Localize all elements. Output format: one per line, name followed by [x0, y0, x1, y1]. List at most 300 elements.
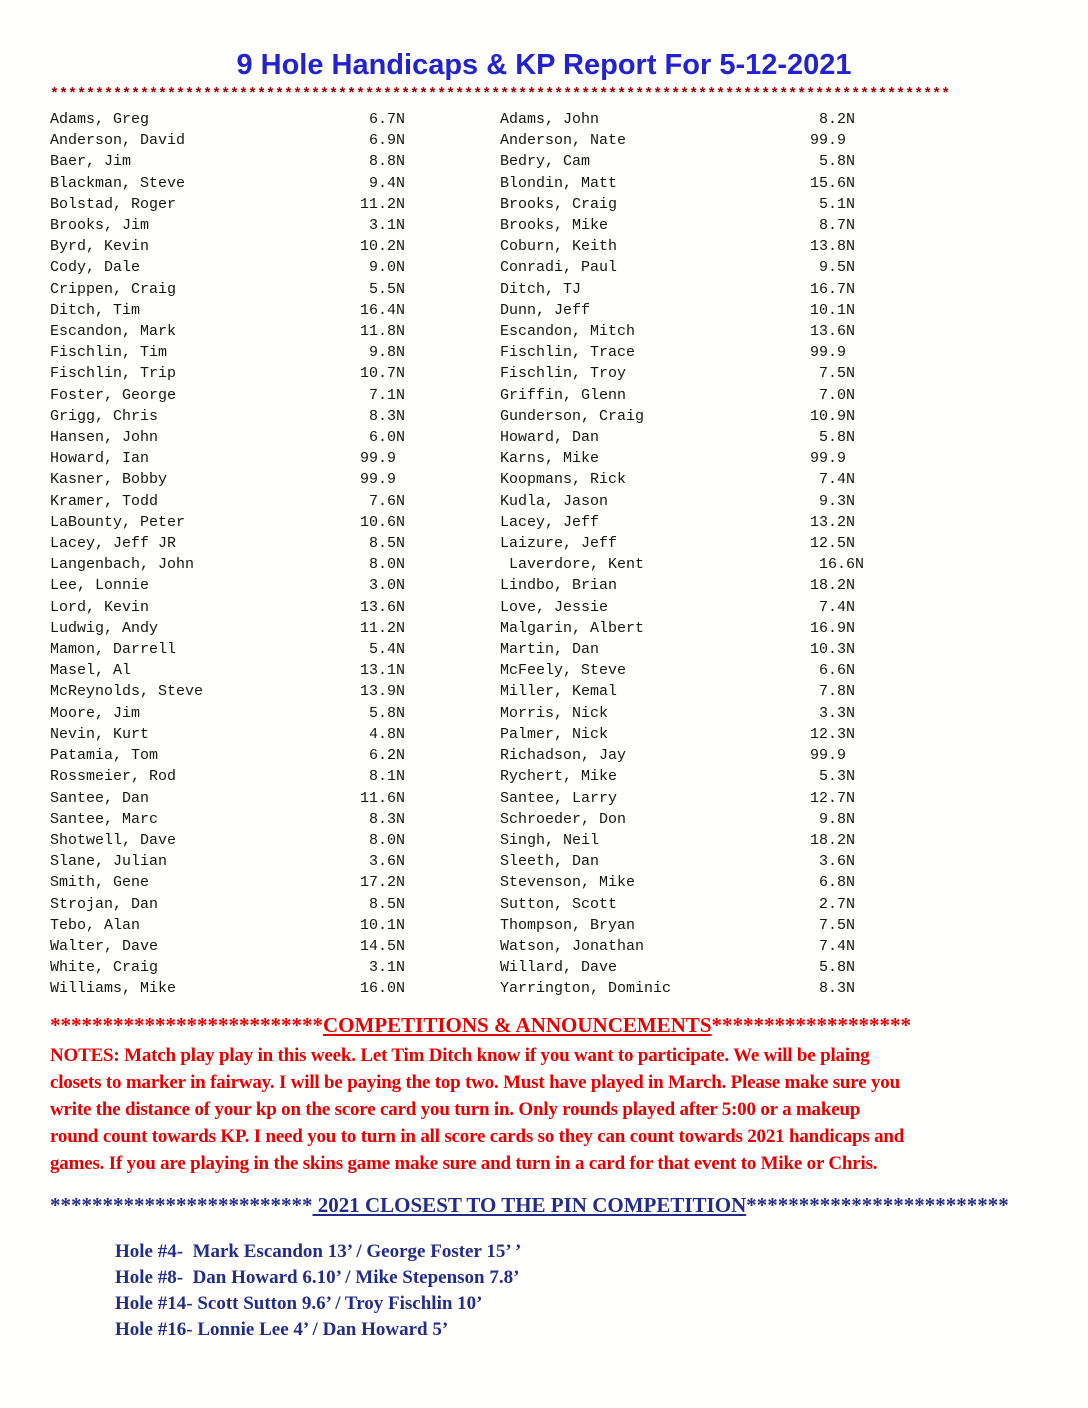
handicap-roster	[50, 109, 1088, 1000]
row-spacer	[635, 321, 810, 342]
roster-row-right-12	[500, 363, 855, 384]
player-name: Miller, Kemal	[500, 683, 618, 701]
player-name: Strojan, Dan	[50, 895, 159, 913]
handicap-suffix: N	[846, 111, 856, 128]
roster-row-left-6	[50, 236, 405, 257]
handicap-value: 99.9	[360, 450, 397, 468]
player-name: Baer, Jim	[50, 153, 132, 171]
player-name: Coburn, Keith	[500, 238, 618, 256]
row-spacer	[167, 342, 360, 363]
player-name: Bedry, Cam	[500, 153, 591, 171]
player-name: Karns, Mike	[500, 450, 600, 468]
handicap-suffix: N	[846, 916, 856, 934]
handicap-value: 10.2	[360, 238, 397, 256]
handicap-suffix: N	[846, 619, 856, 637]
handicap-value: 7.1	[368, 386, 396, 404]
handicap-suffix: N	[396, 195, 406, 213]
player-name: Patamia, Tom	[50, 747, 159, 765]
row-spacer	[626, 130, 810, 151]
handicap-suffix: N	[396, 916, 406, 934]
notes-line-3: write the distance of your kp on the score card you turn in. Only rounds played after 5:00 or a makeup	[50, 1098, 861, 1120]
row-spacer	[149, 724, 360, 745]
roster-row-right-16	[500, 448, 855, 469]
handicap-suffix: N	[846, 641, 856, 659]
handicap-value: 11.8	[360, 323, 397, 341]
row-spacer	[158, 427, 360, 448]
roster-row-left-27	[50, 681, 405, 702]
handicap-suffix: N	[846, 174, 856, 192]
row-spacer	[149, 788, 360, 809]
handicap-suffix: N	[396, 641, 406, 659]
handicap-suffix: N	[396, 153, 406, 171]
player-name: Richadson, Jay	[500, 747, 627, 765]
handicap-value: 5.8	[818, 959, 846, 977]
notes-block	[50, 1042, 1088, 1177]
handicap-suffix: N	[396, 238, 406, 256]
roster-row-right-20	[500, 533, 855, 554]
player-name: Lee, Lonnie	[50, 577, 150, 595]
player-name: Hansen, John	[50, 429, 159, 447]
kp-hole-line-3: Hole #14- Scott Sutton 9.6’ / Troy Fischlin 10’	[115, 1292, 483, 1314]
handicap-suffix: N	[396, 959, 406, 977]
handicap-suffix: N	[846, 238, 856, 256]
player-name: Love, Jessie	[500, 598, 609, 616]
roster-row-left-41	[50, 978, 405, 999]
row-spacer	[617, 257, 810, 278]
row-spacer	[590, 300, 810, 321]
row-spacer	[140, 300, 360, 321]
player-name: Shotwell, Dave	[50, 831, 177, 849]
handicap-suffix: N	[396, 789, 406, 807]
roster-row-left-40	[50, 957, 405, 978]
roster-row-left-19	[50, 512, 405, 533]
roster-row-right-40	[500, 957, 855, 978]
handicap-suffix	[396, 448, 405, 469]
row-spacer	[599, 448, 810, 469]
row-spacer	[671, 978, 810, 999]
roster-row-left-31	[50, 766, 405, 787]
player-name: Escandon, Mitch	[500, 323, 636, 341]
handicap-suffix: N	[846, 577, 856, 595]
roster-row-right-21	[509, 554, 864, 575]
handicap-value: 99.9	[810, 344, 847, 362]
player-name: Brooks, Jim	[50, 217, 150, 235]
row-spacer	[158, 936, 360, 957]
row-spacer	[194, 554, 360, 575]
player-name: Fischlin, Troy	[500, 365, 627, 383]
handicap-suffix: N	[396, 810, 406, 828]
kp-hole-line-1: Hole #4- Mark Escandon 13’ / George Foster 15’ ’	[115, 1240, 522, 1262]
handicap-suffix: N	[846, 725, 856, 743]
row-spacer	[149, 109, 360, 130]
handicap-value: 8.8	[368, 153, 396, 171]
row-spacer	[599, 851, 810, 872]
row-spacer	[140, 257, 360, 278]
notes-line-5: games. If you are playing in the skins game make sure and turn in a card for that event to Mike or Chris.	[50, 1152, 878, 1174]
handicap-suffix	[846, 342, 855, 363]
player-name: Byrd, Kevin	[50, 238, 150, 256]
handicap-suffix	[396, 469, 405, 490]
handicap-suffix: N	[396, 683, 406, 701]
row-spacer	[149, 215, 360, 236]
handicap-suffix: N	[396, 980, 406, 998]
handicap-value: 2.7	[818, 895, 846, 913]
roster-row-right-3	[500, 173, 855, 194]
roster-row-left-38	[50, 915, 405, 936]
row-spacer	[644, 406, 810, 427]
handicap-value: 14.5	[360, 937, 397, 955]
handicap-value: 12.5	[810, 535, 847, 553]
row-spacer	[635, 342, 810, 363]
player-name: Griffin, Glenn	[500, 386, 627, 404]
roster-row-left-16	[50, 448, 405, 469]
player-name: Blackman, Steve	[50, 174, 186, 192]
handicap-value: 6.8	[818, 874, 846, 892]
handicap-value: 16.4	[360, 301, 397, 319]
roster-row-right-9	[500, 300, 855, 321]
player-name: Watson, Jonathan	[500, 937, 645, 955]
handicap-value: 10.1	[810, 301, 847, 319]
handicap-value: 16.7	[810, 280, 847, 298]
kp-hole-line-4: Hole #16- Lonnie Lee 4’ / Dan Howard 5’	[115, 1318, 449, 1340]
row-spacer	[617, 173, 810, 194]
handicap-suffix: N	[396, 386, 406, 404]
handicap-suffix: N	[846, 471, 856, 489]
handicap-value: 7.4	[818, 598, 846, 616]
handicap-suffix: N	[396, 598, 406, 616]
handicap-suffix: N	[396, 407, 406, 425]
roster-row-right-13	[500, 385, 855, 406]
handicap-value: 5.1	[818, 195, 846, 213]
row-spacer	[617, 533, 810, 554]
notes-line-1: NOTES: Match play play in this week. Let Tim Ditch know if you want to participate. We will be plaing	[50, 1044, 870, 1066]
roster-row-left-35	[50, 851, 405, 872]
handicap-value: 9.8	[818, 810, 846, 828]
handicap-value: 8.3	[818, 980, 846, 998]
handicap-value: 5.4	[368, 641, 396, 659]
handicap-suffix: N	[846, 895, 856, 913]
handicap-suffix: N	[396, 747, 406, 765]
handicap-value: 7.4	[818, 937, 846, 955]
handicap-suffix: N	[846, 429, 856, 447]
roster-row-right-10	[500, 321, 855, 342]
handicap-value: 3.1	[368, 959, 396, 977]
roster-row-left-22	[50, 575, 405, 596]
row-spacer	[626, 469, 810, 490]
player-name: Fischlin, Trace	[500, 344, 636, 362]
row-spacer	[176, 385, 360, 406]
handicap-suffix: N	[846, 217, 856, 235]
handicap-suffix: N	[846, 853, 856, 871]
player-name: Howard, Ian	[50, 450, 150, 468]
player-name: Kasner, Bobby	[50, 471, 168, 489]
handicap-suffix: N	[396, 111, 406, 128]
roster-row-left-39	[50, 936, 405, 957]
handicap-suffix: N	[396, 662, 406, 680]
row-spacer	[149, 597, 360, 618]
row-spacer	[140, 703, 360, 724]
row-spacer	[617, 894, 810, 915]
player-name: Langenbach, John	[50, 556, 195, 574]
row-spacer	[599, 427, 810, 448]
player-name: Nevin, Kurt	[50, 725, 150, 743]
player-name: Grigg, Chris	[50, 407, 159, 425]
handicap-value: 99.9	[810, 450, 847, 468]
competitions-announcements-header	[50, 1013, 1088, 1037]
roster-row-right-8	[500, 279, 855, 300]
handicap-suffix: N	[396, 174, 406, 192]
roster-row-left-21	[50, 554, 405, 575]
player-name: Dunn, Jeff	[500, 301, 591, 319]
row-spacer	[644, 936, 810, 957]
roster-row-left-25	[50, 639, 405, 660]
handicap-suffix: N	[396, 259, 406, 277]
roster-row-left-13	[50, 385, 405, 406]
handicap-value: 10.3	[810, 641, 847, 659]
handicap-suffix: N	[846, 301, 856, 319]
row-spacer	[185, 173, 360, 194]
row-spacer	[131, 660, 360, 681]
kp-stars-right: *************************	[746, 1192, 1009, 1217]
handicap-value: 7.5	[818, 365, 846, 383]
roster-row-left-28	[50, 703, 405, 724]
roster-column-left	[50, 109, 405, 1000]
roster-row-left-4	[50, 194, 405, 215]
roster-row-left-5	[50, 215, 405, 236]
roster-row-right-1	[500, 130, 855, 151]
handicap-value: 12.3	[810, 725, 847, 743]
player-name: Martin, Dan	[500, 641, 600, 659]
roster-row-left-12	[50, 363, 405, 384]
row-spacer	[626, 660, 810, 681]
row-spacer	[176, 533, 360, 554]
row-spacer	[617, 194, 810, 215]
handicap-value: 4.8	[368, 725, 396, 743]
roster-row-left-15	[50, 427, 405, 448]
handicap-value: 16.6	[819, 556, 856, 574]
handicap-suffix: N	[396, 132, 406, 150]
player-name: Lindbo, Brian	[500, 577, 618, 595]
player-name: Santee, Marc	[50, 810, 159, 828]
handicap-suffix: N	[846, 810, 856, 828]
player-name: White, Craig	[50, 959, 159, 977]
roster-column-right	[500, 109, 865, 1000]
handicap-value: 3.3	[818, 704, 846, 722]
handicap-suffix: N	[846, 959, 856, 977]
handicap-suffix: N	[396, 217, 406, 235]
handicap-value: 3.6	[368, 853, 396, 871]
roster-row-right-7	[500, 257, 855, 278]
player-name: Bolstad, Roger	[50, 195, 177, 213]
handicap-value: 3.0	[368, 577, 396, 595]
row-spacer	[599, 512, 810, 533]
row-spacer	[158, 894, 360, 915]
roster-row-right-26	[500, 660, 855, 681]
kp-stars-left: *************************	[50, 1192, 313, 1217]
top-star-separator: ****************************************************************************************************	[50, 87, 951, 103]
page-title: 9 Hole Handicaps & KP Report For 5-12-2021	[236, 49, 852, 81]
row-spacer	[176, 978, 360, 999]
player-name: Lacey, Jeff JR	[50, 535, 177, 553]
handicap-suffix: N	[396, 937, 406, 955]
handicap-value: 6.7	[368, 111, 396, 128]
competitions-stars-right: *******************	[711, 1012, 912, 1037]
row-spacer	[626, 363, 810, 384]
handicap-suffix: N	[396, 619, 406, 637]
row-spacer	[149, 448, 360, 469]
handicap-value: 10.7	[360, 365, 397, 383]
player-name: Morris, Nick	[500, 704, 609, 722]
player-name: Conradi, Paul	[500, 259, 618, 277]
handicap-suffix: N	[846, 598, 856, 616]
handicap-suffix: N	[396, 301, 406, 319]
handicap-suffix: N	[396, 280, 406, 298]
handicap-value: 13.1	[360, 662, 397, 680]
player-name: Ditch, Tim	[50, 301, 141, 319]
roster-row-left-11	[50, 342, 405, 363]
row-spacer	[599, 109, 810, 130]
handicap-value: 9.8	[368, 344, 396, 362]
roster-row-left-0	[50, 109, 405, 130]
roster-row-left-34	[50, 830, 405, 851]
player-name: McReynolds, Steve	[50, 683, 204, 701]
roster-row-right-15	[500, 427, 855, 448]
competitions-heading: COMPETITIONS & ANNOUNCEMENTS	[323, 1012, 712, 1037]
handicap-value: 16.9	[810, 619, 847, 637]
player-name: Howard, Dan	[500, 429, 600, 447]
handicap-suffix: N	[396, 365, 406, 383]
row-spacer	[608, 724, 810, 745]
row-spacer	[149, 236, 360, 257]
roster-row-right-27	[500, 681, 855, 702]
player-name: Adams, John	[500, 111, 600, 128]
handicap-value: 10.9	[810, 407, 847, 425]
roster-row-right-34	[500, 830, 855, 851]
handicap-value: 13.6	[810, 323, 847, 341]
player-name: Moore, Jim	[50, 704, 141, 722]
handicap-value: 7.6	[368, 492, 396, 510]
row-spacer	[635, 872, 810, 893]
row-spacer	[131, 151, 360, 172]
row-spacer	[158, 406, 360, 427]
handicap-value: 5.8	[818, 153, 846, 171]
row-spacer	[617, 236, 810, 257]
player-name: Anderson, David	[50, 132, 186, 150]
roster-row-right-0	[500, 109, 855, 130]
handicap-value: 6.6	[818, 662, 846, 680]
roster-row-left-10	[50, 321, 405, 342]
roster-row-right-19	[500, 512, 855, 533]
row-spacer	[176, 766, 360, 787]
handicap-value: 7.8	[818, 683, 846, 701]
handicap-value: 10.6	[360, 513, 397, 531]
row-spacer	[140, 915, 360, 936]
roster-row-right-25	[500, 639, 855, 660]
row-spacer	[176, 194, 360, 215]
row-spacer	[185, 130, 360, 151]
handicap-value: 8.7	[818, 217, 846, 235]
player-name: Ludwig, Andy	[50, 619, 159, 637]
player-name: Fischlin, Trip	[50, 365, 177, 383]
handicap-value: 15.6	[810, 174, 847, 192]
row-spacer	[185, 512, 360, 533]
player-name: LaBounty, Peter	[50, 513, 186, 531]
handicap-suffix: N	[846, 153, 856, 171]
roster-row-right-4	[500, 194, 855, 215]
handicap-value: 9.4	[368, 174, 396, 192]
row-spacer	[203, 681, 360, 702]
roster-row-left-33	[50, 809, 405, 830]
roster-row-left-18	[50, 491, 405, 512]
roster-row-right-5	[500, 215, 855, 236]
handicap-value: 13.8	[810, 238, 847, 256]
roster-row-right-23	[500, 597, 855, 618]
handicap-suffix: N	[396, 492, 406, 510]
handicap-suffix: N	[846, 535, 856, 553]
closest-to-pin-header	[50, 1193, 1088, 1217]
player-name: Kramer, Todd	[50, 492, 159, 510]
player-name: Blondin, Matt	[500, 174, 618, 192]
handicap-value: 12.7	[810, 789, 847, 807]
handicap-suffix: N	[846, 280, 856, 298]
player-name: Cody, Dale	[50, 259, 141, 277]
row-spacer	[167, 851, 360, 872]
roster-row-right-31	[500, 766, 855, 787]
handicap-suffix	[846, 448, 855, 469]
handicap-value: 7.5	[818, 916, 846, 934]
handicap-value: 5.3	[818, 768, 846, 786]
roster-row-right-38	[500, 915, 855, 936]
handicap-suffix	[846, 745, 855, 766]
roster-row-right-30	[500, 745, 855, 766]
row-spacer	[176, 321, 360, 342]
handicap-suffix: N	[396, 429, 406, 447]
roster-row-left-29	[50, 724, 405, 745]
row-spacer	[149, 872, 360, 893]
handicap-value: 99.9	[360, 471, 397, 489]
player-name: Palmer, Nick	[500, 725, 609, 743]
player-name: Brooks, Craig	[500, 195, 618, 213]
player-name: Lord, Kevin	[50, 598, 150, 616]
handicap-suffix	[846, 130, 855, 151]
roster-row-left-26	[50, 660, 405, 681]
roster-row-right-29	[500, 724, 855, 745]
row-spacer	[158, 745, 360, 766]
player-name: Laverdore, Kent	[509, 556, 645, 574]
handicap-suffix: N	[846, 365, 856, 383]
handicap-value: 16.0	[360, 980, 397, 998]
handicap-value: 99.9	[810, 132, 847, 150]
row-spacer	[626, 745, 810, 766]
player-name: Williams, Mike	[50, 980, 177, 998]
roster-row-left-23	[50, 597, 405, 618]
row-spacer	[158, 491, 360, 512]
handicap-value: 9.5	[818, 259, 846, 277]
roster-row-left-3	[50, 173, 405, 194]
player-name: Gunderson, Craig	[500, 407, 645, 425]
roster-row-right-17	[500, 469, 855, 490]
player-name: Foster, George	[50, 386, 177, 404]
row-spacer	[158, 809, 360, 830]
roster-row-left-36	[50, 872, 405, 893]
handicap-suffix: N	[396, 853, 406, 871]
handicap-value: 5.8	[818, 429, 846, 447]
row-spacer	[608, 597, 810, 618]
roster-row-right-18	[500, 491, 855, 512]
player-name: Ditch, TJ	[500, 280, 582, 298]
roster-row-right-35	[500, 851, 855, 872]
roster-row-left-32	[50, 788, 405, 809]
